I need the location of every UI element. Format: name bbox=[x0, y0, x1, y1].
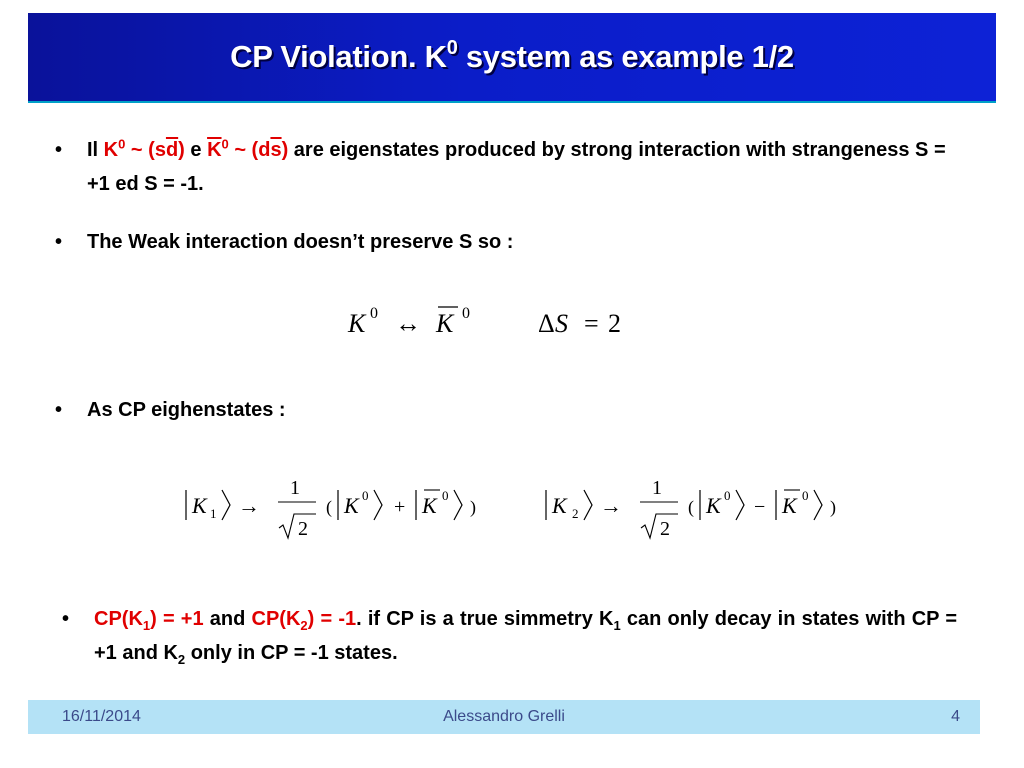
cp-k2-end: ) = -1 bbox=[307, 608, 357, 630]
title-text: CP Violation. K bbox=[230, 39, 447, 74]
text-states: only in CP = -1 states. bbox=[185, 642, 398, 664]
frac-numerator-2: 1 bbox=[652, 477, 662, 499]
footer-author: Alessandro Grelli bbox=[443, 708, 565, 725]
cp-k2-text: CP(K bbox=[251, 608, 301, 630]
rparen-1: ) bbox=[470, 497, 476, 517]
equation-1-svg bbox=[340, 296, 640, 346]
bullet-dot: • bbox=[62, 608, 70, 630]
bullet-dot: • bbox=[55, 231, 63, 253]
eq1-kbar: K bbox=[436, 309, 454, 338]
bullet-cp-eigenstates bbox=[55, 393, 955, 427]
k0-symbol: K bbox=[344, 493, 359, 518]
ket-angle bbox=[374, 490, 382, 520]
ket-angle bbox=[454, 490, 462, 520]
k0-superscript: 0 bbox=[118, 136, 126, 152]
cp-k1-value bbox=[94, 608, 204, 633]
eq1-s: S bbox=[555, 309, 568, 338]
bullet-dot: • bbox=[55, 399, 63, 421]
bullet-text bbox=[94, 602, 957, 670]
eq1-k: K bbox=[348, 309, 366, 338]
k0-paren: ~ (s bbox=[125, 139, 166, 161]
title-bar bbox=[28, 13, 996, 103]
antiquark-d: $\overline{d}$ bbox=[165, 139, 179, 161]
bullet-text: As CP eighenstates : bbox=[87, 399, 286, 421]
ket-angle bbox=[736, 490, 744, 520]
k0bar-symbol: $\overline{K}$ bbox=[207, 139, 222, 161]
cp-k2-sub: 2 bbox=[300, 618, 308, 633]
plus-sign: + bbox=[394, 496, 406, 518]
equation-strangeness-change bbox=[340, 296, 640, 346]
text-eigenstates: are eigenstates produced by strong interaction with strangeness S = +1 ed S = -1. bbox=[87, 139, 946, 195]
slide-title bbox=[230, 36, 794, 75]
title-text-rest: system as example 1/2 bbox=[457, 39, 794, 74]
bullet-cp-values bbox=[62, 602, 957, 670]
bullet-text bbox=[87, 133, 955, 201]
k0bar-symbol: K bbox=[422, 493, 437, 518]
footer-bar bbox=[28, 700, 980, 734]
eq1-two: 2 bbox=[608, 309, 621, 338]
k2-sub: 2 bbox=[177, 652, 186, 667]
eq1-delta: Δ bbox=[538, 309, 555, 338]
lparen-1: ( bbox=[326, 497, 332, 517]
k0-superscript-2: 0 bbox=[724, 488, 731, 503]
text-if-cp: . if CP is a true simmetry K bbox=[356, 608, 614, 630]
cp-k1-end: ) = +1 bbox=[150, 608, 204, 630]
k0bar-superscript: 0 bbox=[442, 488, 449, 503]
k1-subscript: 1 bbox=[210, 506, 217, 521]
frac-denominator-1: 2 bbox=[298, 518, 308, 540]
antiquark-s: $\overline{s}$ bbox=[270, 139, 282, 161]
bullet-weak-interaction bbox=[55, 225, 955, 259]
eq2-arrow-1: → bbox=[238, 493, 260, 518]
k0-symbol: K bbox=[103, 139, 119, 161]
eq1-equals: = bbox=[584, 309, 599, 338]
k2-symbol: K bbox=[552, 493, 567, 518]
minus-sign: − bbox=[754, 496, 766, 518]
eq2-arrow-2: → bbox=[600, 493, 622, 518]
k0bar-paren: ~ (d bbox=[228, 139, 271, 161]
frac-numerator-1: 1 bbox=[290, 477, 300, 499]
k1-sub: 1 bbox=[613, 618, 621, 633]
footer-date: 16/11/2014 bbox=[62, 708, 141, 725]
lparen-2: ( bbox=[688, 497, 694, 517]
k0bar-quark-content bbox=[207, 136, 289, 161]
text-and: and bbox=[203, 608, 252, 630]
k0-superscript: 0 bbox=[362, 488, 369, 503]
cp-k2-value bbox=[251, 608, 357, 633]
ket-angle bbox=[222, 490, 230, 520]
bullet-text: The Weak interaction doesn’t preserve S so : bbox=[87, 231, 514, 253]
equation-cp-eigenstates bbox=[180, 468, 860, 548]
k0bar-superscript-2: 0 bbox=[802, 488, 809, 503]
eq1-zero-2: 0 bbox=[462, 305, 470, 322]
text-il: Il bbox=[87, 139, 104, 161]
k0bar-superscript: 0 bbox=[221, 136, 229, 152]
bullet-eigenstates bbox=[55, 133, 955, 201]
k0-symbol-2: K bbox=[706, 493, 721, 518]
cp-k1-sub: 1 bbox=[142, 618, 151, 633]
text-decay: can only decay in states with CP = +1 and K bbox=[94, 608, 957, 664]
eq1-zero: 0 bbox=[370, 305, 378, 322]
equation-2-svg bbox=[180, 468, 860, 548]
k0bar-symbol-2: K bbox=[782, 493, 797, 518]
rparen-2: ) bbox=[830, 497, 836, 517]
text-e: e bbox=[184, 139, 208, 161]
k0bar-close: ) bbox=[281, 139, 289, 161]
ket-angle bbox=[584, 490, 592, 520]
footer-page-number: 4 bbox=[951, 708, 960, 725]
k1-symbol: K bbox=[192, 493, 207, 518]
ket-angle bbox=[814, 490, 822, 520]
title-superscript: 0 bbox=[446, 36, 458, 59]
cp-k1-text: CP(K bbox=[94, 608, 143, 630]
eq1-arrow: ↔ bbox=[395, 309, 421, 338]
k0-close: ) bbox=[178, 139, 185, 161]
k2-subscript: 2 bbox=[572, 506, 579, 521]
k0-quark-content bbox=[103, 136, 185, 161]
bullet-dot: • bbox=[55, 139, 63, 161]
frac-denominator-2: 2 bbox=[660, 518, 670, 540]
